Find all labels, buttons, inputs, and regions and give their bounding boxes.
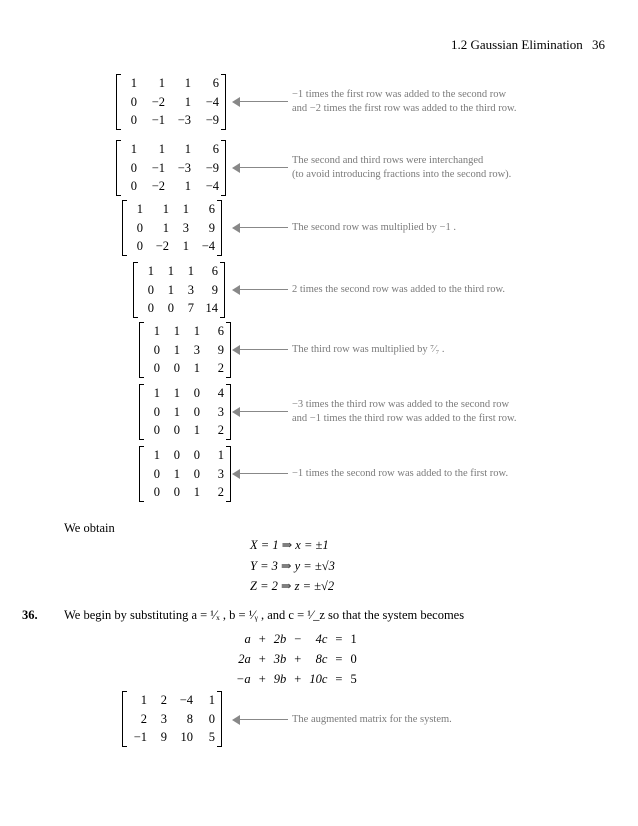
matrix-entry: 3: [160, 711, 167, 726]
matrix-entry: 0: [136, 220, 143, 235]
matrix-entry: 0: [153, 361, 160, 375]
explanation-line: −1 times the second row was added to the first row.: [292, 468, 509, 479]
matrix-row: [123, 177, 219, 196]
step-explanation: [292, 283, 505, 297]
matrix-entry: 10: [180, 730, 193, 744]
left-arrow-icon: [232, 469, 288, 479]
left-bracket: [122, 200, 127, 256]
matrix-entry: 1: [167, 282, 174, 297]
matrix-step-6: [139, 384, 231, 440]
matrix-entry: 1: [158, 76, 165, 90]
matrix-entry: 3: [187, 282, 194, 297]
matrix-row: [146, 421, 224, 440]
matrix-row: [146, 341, 224, 360]
explanation-line: −1 times the first row was added to the second row: [292, 89, 507, 100]
section-title: 1.2 Gaussian Elimination: [451, 37, 583, 52]
matrix-row: [146, 403, 224, 422]
matrix-entry: 2: [217, 361, 224, 375]
problem-intro: We begin by substituting a = ¹⁄ₓ , b = ¹⁄ᵧ , and c = ¹⁄_z so that the system becomes: [64, 608, 465, 622]
matrix-entry: −3: [177, 113, 191, 127]
matrix-entry: 1: [193, 324, 200, 338]
step-explanation: [292, 467, 508, 481]
left-arrow-icon: [232, 223, 288, 233]
we-obtain-label: We obtain: [64, 521, 115, 535]
matrix-step-4: [133, 262, 225, 318]
step-explanation: [292, 343, 445, 357]
matrix-entry: 0: [147, 282, 154, 297]
explanation-line: The augmented matrix for the system.: [292, 714, 452, 725]
matrix-entry: 0: [173, 361, 180, 375]
step-explanation: [292, 221, 456, 235]
matrix-row: [129, 728, 215, 747]
left-bracket: [122, 691, 127, 747]
matrix-entry: 1: [162, 202, 169, 216]
matrix-entry: −2: [151, 179, 165, 193]
matrix-entry: 0: [193, 386, 200, 400]
matrix-step-3: [122, 200, 222, 256]
equation-term: 2b: [273, 631, 287, 646]
matrix-entry: 0: [173, 448, 180, 462]
explanation-line: The second and third rows were interchanged: [292, 155, 484, 166]
matrix-entry: −1: [151, 113, 165, 127]
matrix-entry: −1: [133, 730, 147, 744]
matrix-entry: 1: [184, 142, 191, 156]
matrix-row: [123, 93, 219, 112]
left-bracket: [133, 262, 138, 318]
matrix-entry: 3: [217, 404, 224, 419]
result-z: Z = 2 ⇒ z = ±√2: [250, 579, 335, 593]
equation-term: +: [258, 631, 266, 646]
explanation-line: and −1 times the third row was added to the first row.: [292, 413, 517, 424]
matrix-row: [129, 691, 215, 710]
matrix-entry: 0: [153, 404, 160, 419]
matrix-step-5: [139, 322, 231, 378]
problem-number: 36.: [22, 608, 38, 622]
matrix-entry: 2: [217, 485, 224, 499]
left-bracket: [139, 384, 144, 440]
matrix-entry: 1: [158, 142, 165, 156]
matrix-entry: 0: [193, 466, 200, 481]
matrix-entry: 1: [136, 202, 143, 216]
matrix-entry: 0: [193, 404, 200, 419]
matrix-entry: −4: [179, 693, 193, 707]
explanation-line: The third row was multiplied by ⁷⁄₇ .: [292, 344, 445, 355]
matrix-entry: −2: [151, 94, 165, 109]
matrix-entry: 3: [182, 220, 189, 235]
equation-term: =: [335, 651, 343, 666]
matrix-entry: 6: [211, 264, 218, 278]
matrix-entry: −2: [155, 239, 169, 253]
left-arrow-icon: [232, 285, 288, 295]
matrix-entry: 1: [184, 179, 191, 193]
equation-term: 9b: [273, 671, 287, 686]
matrix-entry: 0: [130, 113, 137, 127]
matrix-entry: 9: [160, 730, 167, 744]
matrix-step-1: [116, 74, 226, 130]
equation-term: =: [335, 631, 343, 646]
equation-term: +: [294, 651, 302, 666]
matrix-entry: 0: [153, 466, 160, 481]
matrix-entry: 3: [217, 466, 224, 481]
matrix-entry: 1: [162, 220, 169, 235]
right-bracket: [226, 322, 231, 378]
right-bracket: [226, 446, 231, 502]
matrix-entry: 0: [130, 160, 137, 175]
matrix-entry: 1: [153, 386, 160, 400]
step-explanation: [292, 398, 517, 426]
right-bracket: [217, 691, 222, 747]
equation-term: 5: [350, 671, 357, 686]
matrix-entry: 1: [193, 423, 200, 437]
left-arrow-icon: [232, 163, 288, 173]
matrix-entry: 6: [212, 76, 219, 90]
matrix-entry: 1: [173, 386, 180, 400]
matrix-entry: 1: [130, 142, 137, 156]
matrix-entry: 1: [217, 448, 224, 462]
matrix-row: [129, 710, 215, 729]
matrix-entry: 1: [153, 324, 160, 338]
matrix-entry: 0: [147, 301, 154, 315]
matrix-entry: 6: [212, 142, 219, 156]
left-bracket: [139, 322, 144, 378]
matrix-entry: −4: [201, 239, 215, 253]
matrix-step-7: [139, 446, 231, 502]
matrix-row: [146, 465, 224, 484]
matrix-row: [123, 159, 219, 178]
matrix-row: [146, 483, 224, 502]
equation-term: 2a: [238, 651, 251, 666]
step-explanation: [292, 154, 511, 182]
matrix-entry: 9: [211, 282, 218, 297]
matrix-entry: −1: [151, 160, 165, 175]
matrix-entry: −3: [177, 160, 191, 175]
matrix-entry: 1: [173, 324, 180, 338]
matrix-entry: 1: [167, 264, 174, 278]
left-arrow-icon: [232, 715, 288, 725]
right-bracket: [221, 140, 226, 196]
equation-term: 4c: [315, 631, 328, 646]
matrix-entry: 7: [187, 301, 194, 315]
explanation-line: The second row was multiplied by −1 .: [292, 222, 456, 233]
equation-term: 0: [350, 651, 357, 666]
matrix-row: [129, 219, 215, 238]
matrix-entry: 1: [193, 485, 200, 499]
matrix-row: [129, 237, 215, 256]
equation-system: [232, 629, 361, 689]
matrix-entry: −4: [205, 94, 219, 109]
right-bracket: [220, 262, 225, 318]
matrix-row: [146, 384, 224, 403]
results-block: [250, 535, 335, 597]
matrix-entry: 0: [193, 448, 200, 462]
matrix-entry: 0: [173, 423, 180, 437]
equation-term: 3b: [273, 651, 287, 666]
matrix-entry: 1: [182, 239, 189, 253]
matrix-entry: 1: [147, 264, 154, 278]
result-x: X = 1 ⇒ x = ±1: [250, 538, 329, 552]
matrix-row: [146, 446, 224, 465]
step-explanation: [292, 713, 452, 727]
left-arrow-icon: [232, 97, 288, 107]
matrix-entry: 5: [208, 730, 215, 744]
equation-term: 8c: [315, 651, 328, 666]
matrix-row: [129, 200, 215, 219]
equation-term: +: [258, 651, 266, 666]
explanation-line: and −2 times the first row was added to the third row.: [292, 103, 517, 114]
equation-row: [232, 669, 361, 689]
explanation-line: 2 times the second row was added to the third row.: [292, 284, 506, 295]
matrix-entry: −4: [205, 179, 219, 193]
equation-term: +: [294, 671, 302, 686]
matrix-row: [123, 74, 219, 93]
matrix-entry: 2: [217, 423, 224, 437]
matrix-entry: 9: [208, 220, 215, 235]
equation-term: −a: [236, 671, 251, 686]
matrix-row: [140, 262, 218, 281]
matrix-entry: 1: [173, 342, 180, 357]
matrix-entry: 1: [187, 264, 194, 278]
right-bracket: [226, 384, 231, 440]
equation-term: a: [244, 631, 251, 646]
matrix-entry: 1: [193, 361, 200, 375]
left-arrow-icon: [232, 407, 288, 417]
matrix-entry: 0: [136, 239, 143, 253]
matrix-entry: −9: [205, 160, 219, 175]
matrix-step-2: [116, 140, 226, 196]
matrix-entry: 9: [217, 342, 224, 357]
matrix-entry: 0: [130, 179, 137, 193]
matrix-entry: 1: [173, 404, 180, 419]
matrix-entry: −9: [205, 113, 219, 127]
explanation-line: −3 times the third row was added to the second row: [292, 399, 510, 410]
matrix-entry: 0: [153, 485, 160, 499]
matrix-entry: 4: [217, 386, 224, 400]
matrix-row: [123, 140, 219, 159]
matrix-entry: 1: [153, 448, 160, 462]
matrix-entry: 1: [140, 693, 147, 707]
matrix-entry: 0: [153, 423, 160, 437]
left-bracket: [116, 140, 121, 196]
matrix-entry: 1: [208, 693, 215, 707]
matrix-entry: 3: [193, 342, 200, 357]
matrix-row: [146, 359, 224, 378]
matrix-entry: 0: [173, 485, 180, 499]
equation-term: −: [294, 631, 302, 646]
matrix-entry: 0: [153, 342, 160, 357]
explanation-line: (to avoid introducing fractions into the second row).: [292, 169, 512, 180]
matrix-entry: 2: [140, 711, 147, 726]
equation-row: [232, 629, 361, 649]
equation-term: 10c: [309, 671, 328, 686]
matrix-row: [146, 322, 224, 341]
matrix-entry: 2: [160, 693, 167, 707]
matrix-entry: 1: [184, 76, 191, 90]
matrix-entry: 8: [186, 711, 193, 726]
matrix-entry: 14: [205, 301, 218, 315]
matrix-row: [140, 299, 218, 318]
equation-term: =: [335, 671, 343, 686]
augmented-matrix: [122, 691, 222, 747]
left-bracket: [139, 446, 144, 502]
equation-term: +: [258, 671, 266, 686]
equation-term: 1: [350, 631, 357, 646]
left-bracket: [116, 74, 121, 130]
matrix-row: [140, 281, 218, 300]
matrix-entry: 1: [173, 466, 180, 481]
right-bracket: [217, 200, 222, 256]
matrix-entry: 0: [167, 301, 174, 315]
page-number: 36: [592, 37, 605, 52]
right-bracket: [221, 74, 226, 130]
matrix-entry: 0: [130, 94, 137, 109]
matrix-entry: 6: [217, 324, 224, 338]
matrix-entry: 1: [130, 76, 137, 90]
matrix-entry: 1: [182, 202, 189, 216]
matrix-entry: 1: [184, 94, 191, 109]
result-y: Y = 3 ⇒ y = ±√3: [250, 558, 335, 573]
equation-row: [232, 649, 361, 669]
left-arrow-icon: [232, 345, 288, 355]
matrix-entry: 6: [208, 202, 215, 216]
matrix-entry: 0: [208, 711, 215, 726]
step-explanation: [292, 88, 517, 116]
matrix-row: [123, 111, 219, 130]
